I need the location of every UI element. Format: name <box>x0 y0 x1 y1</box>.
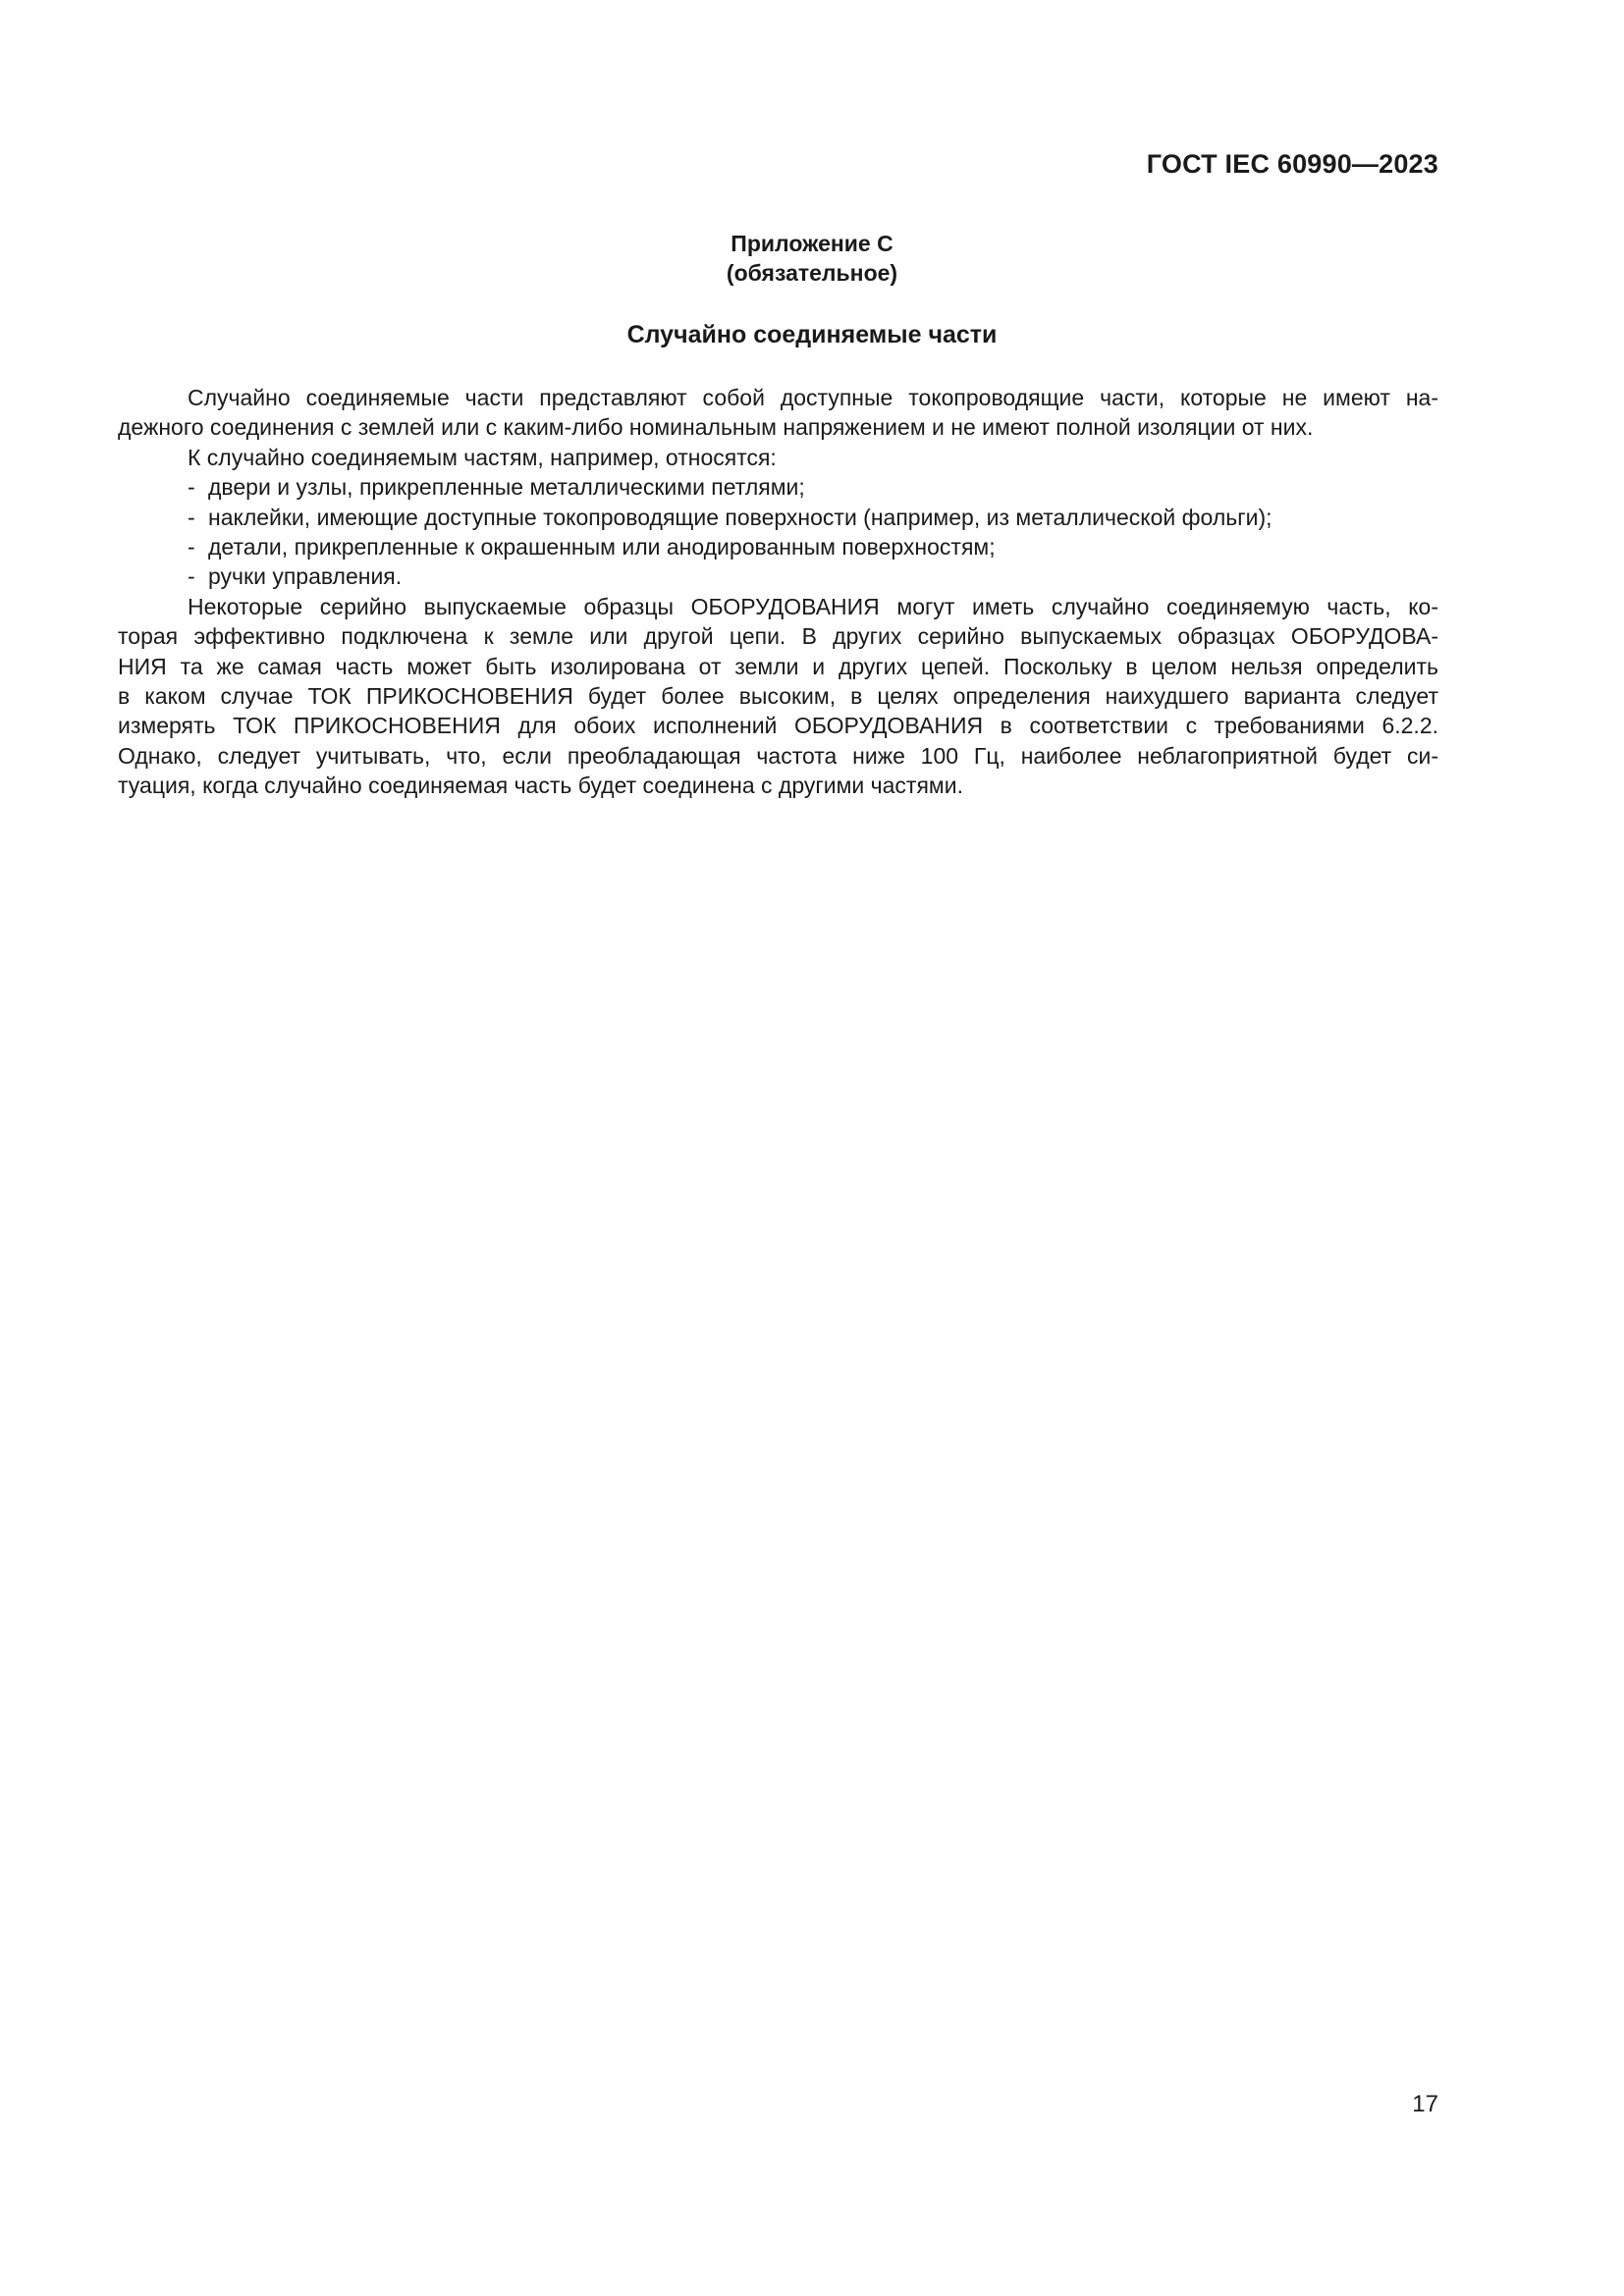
annex-title: Случайно соединяемые части <box>626 321 998 348</box>
annex-label: Приложение С <box>731 231 893 256</box>
list-item <box>118 503 1438 532</box>
paragraph-3-line-6: Однако, следует учитывать, что, если преобладающая частота ниже 100 Гц, наиболее неблагоприятной будет си- <box>118 742 1438 769</box>
paragraph-2: К случайно соединяемым частям, например, относятся: <box>188 444 777 470</box>
list-item-text: наклейки, имеющие доступные токопроводящие поверхности (например, из металлической фольги); <box>208 504 1272 530</box>
list-marker: - <box>188 474 195 501</box>
annex-status: (обязательное) <box>726 260 898 286</box>
paragraph-3-line-5: измерять ТОК ПРИКОСНОВЕНИЯ для обоих исполнений ОБОРУДОВАНИЯ в соответствии с требованиями 6.2.2. <box>118 713 1438 739</box>
list-item <box>118 532 1438 561</box>
list-item-text: ручки управления. <box>208 563 403 590</box>
list-item-text: двери и узлы, прикрепленные металлическими петлями; <box>208 474 805 501</box>
list-item <box>118 472 1438 502</box>
paragraph-3-line-3: НИЯ та же самая часть может быть изолирована от земли и других цепей. Поскольку в целом нельзя определить <box>118 653 1438 679</box>
page-number: 17 <box>1412 2091 1438 2117</box>
list-marker: - <box>188 504 195 530</box>
paragraph-3-line-2: торая эффективно подключена к земле или другой цепи. В других серийно выпускаемых образцах ОБОРУДОВА- <box>118 623 1438 650</box>
annex-heading <box>0 229 1624 288</box>
paragraph-1-line-1: Случайно соединяемые части представляют собой доступные токопроводящие части, которые не имеют на- <box>188 385 1438 410</box>
list-marker: - <box>188 534 195 561</box>
body-text <box>118 383 1438 801</box>
list-item <box>118 561 1438 591</box>
list-marker: - <box>188 563 195 590</box>
paragraph-3-line-1: Некоторые серийно выпускаемые образцы ОБОРУДОВАНИЯ могут иметь случайно соединяемую часть, ко- <box>188 593 1438 619</box>
paragraph-3-line-7: туация, когда случайно соединяемая часть будет соединена с другими частями. <box>118 773 963 799</box>
paragraph-1-line-2: дежного соединения с землей или с каким-либо номинальным напряжением и не имеют полной изоляции от них. <box>118 414 1314 441</box>
paragraph-3-line-4: в каком случае ТОК ПРИКОСНОВЕНИЯ будет более высоким, в целях определения наихудшего варианта следует <box>118 683 1438 710</box>
document-code: ГОСТ IEC 60990—2023 <box>1146 149 1438 179</box>
list-item-text: детали, прикрепленные к окрашенным или анодированным поверхностям; <box>208 534 996 561</box>
examples-list <box>118 472 1438 592</box>
